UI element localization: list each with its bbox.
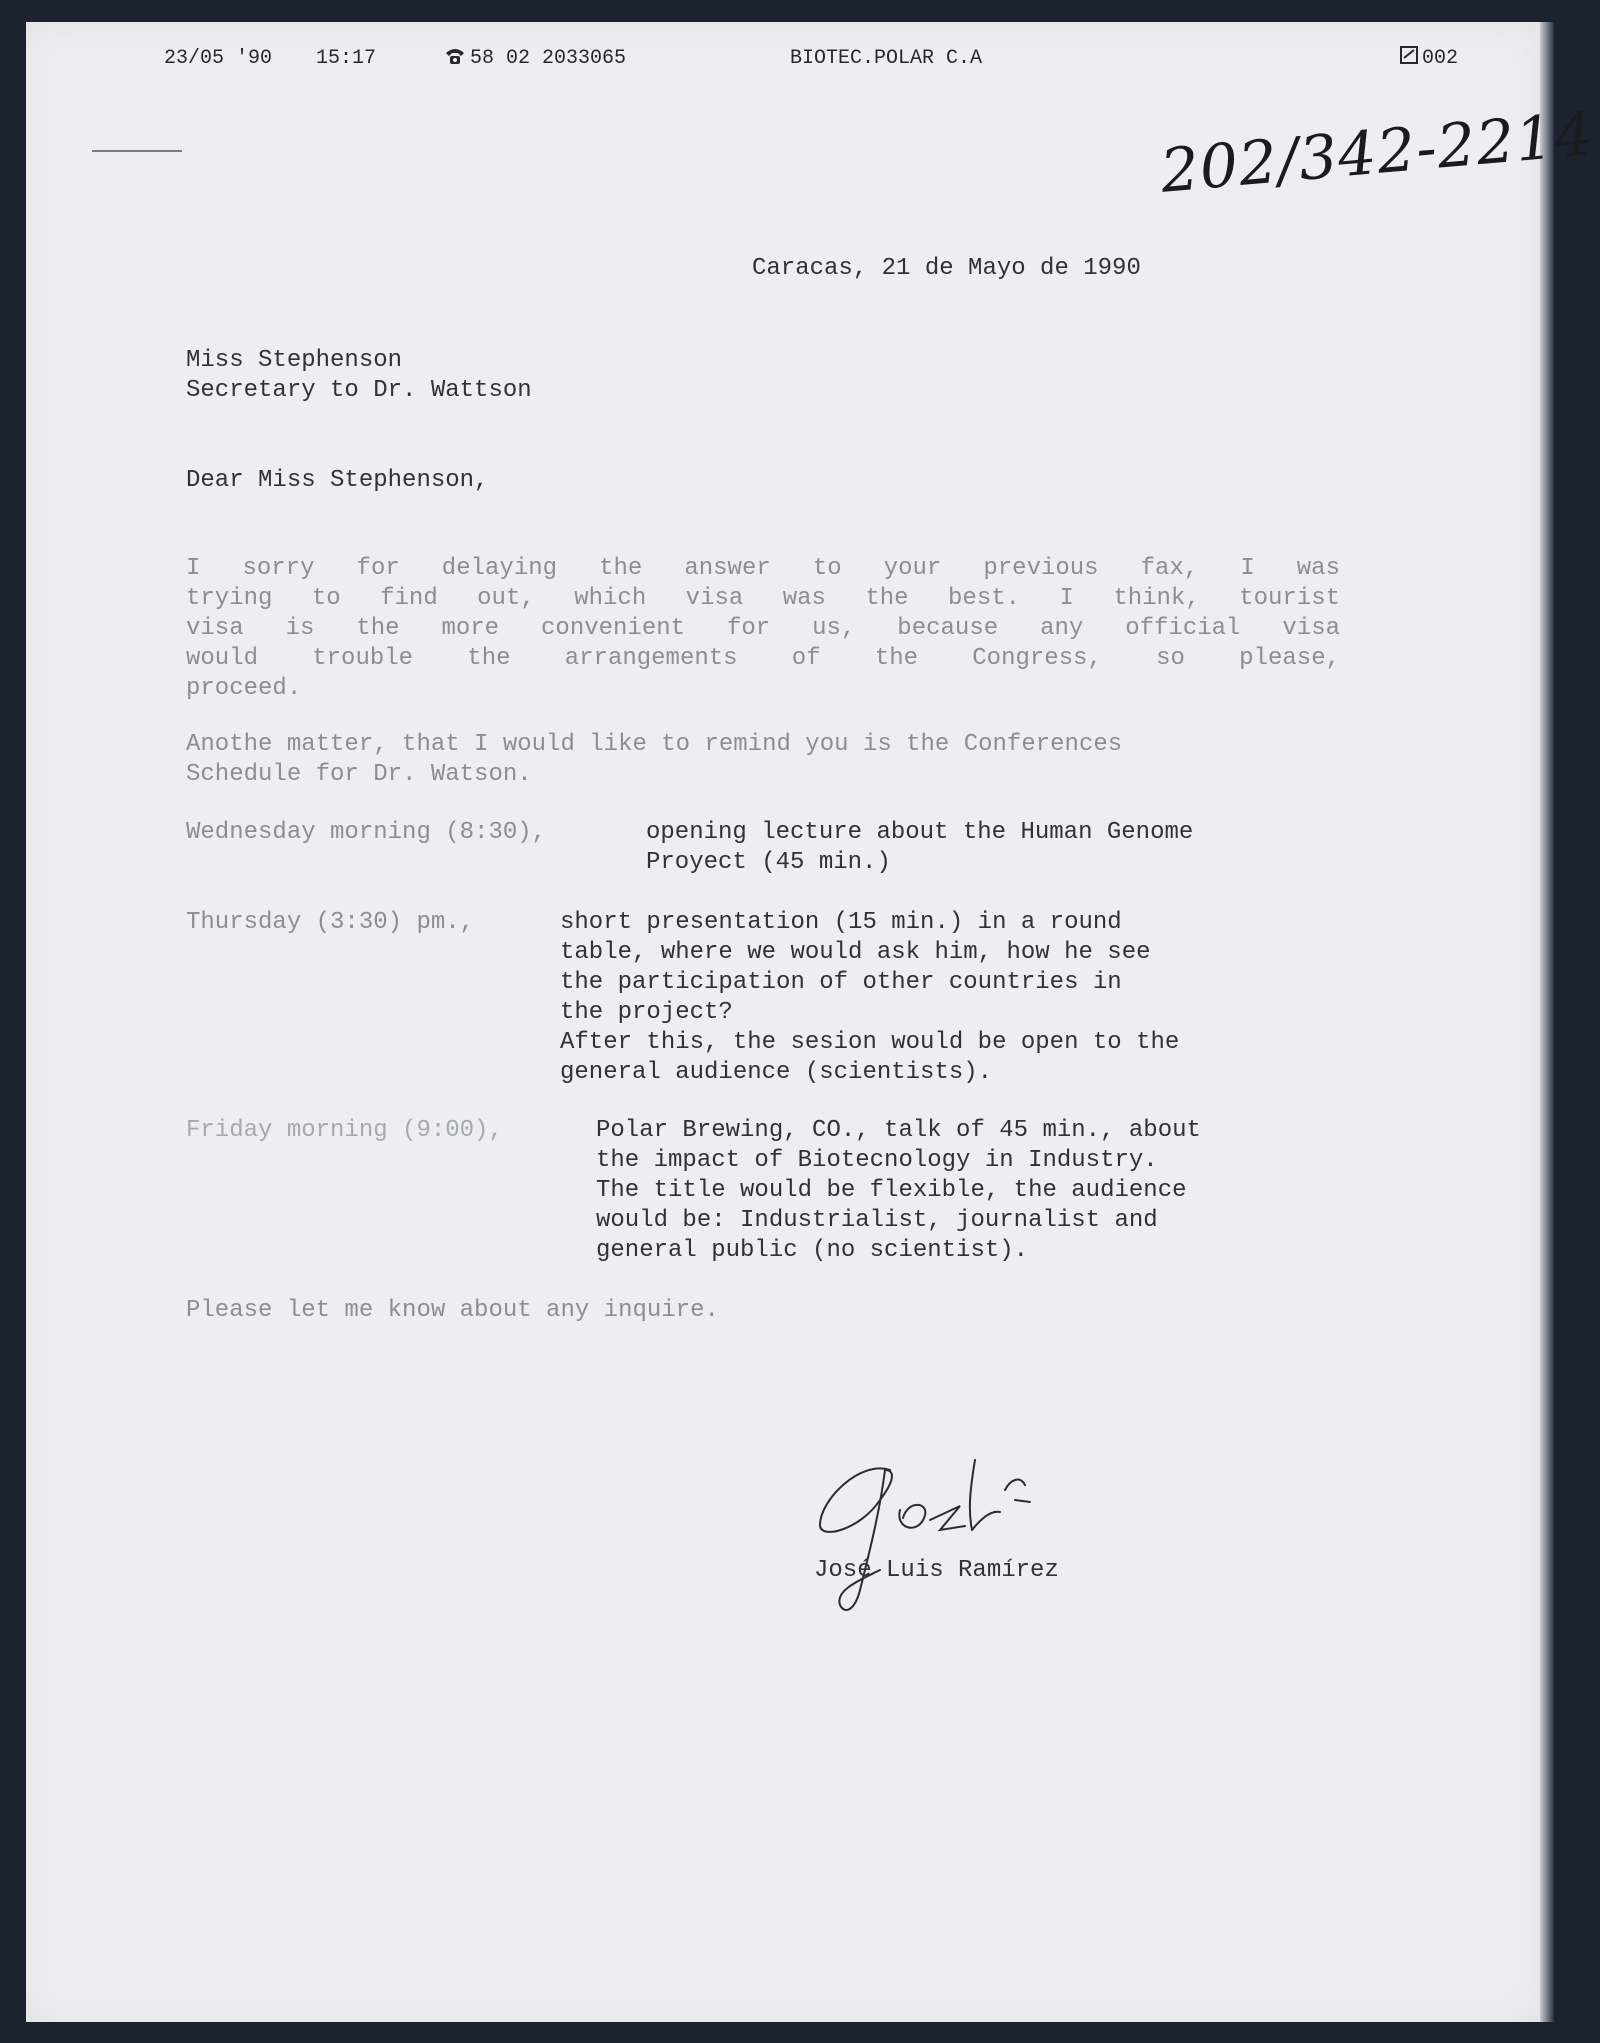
sheet-edge-shadow: [1540, 22, 1554, 2022]
schedule-detail-line: After this, the sesion would be open to the: [560, 1029, 1180, 1056]
schedule-time-friday: Friday morning (9:00),: [186, 1117, 503, 1144]
paragraph-2-line: Anothe matter, that I would like to remind you is the Conferences: [186, 731, 1123, 758]
schedule-time-thursday: Thursday (3:30) pm.,: [186, 909, 475, 936]
signatory-name: José Luis Ramírez: [814, 1557, 1059, 1584]
handwritten-signature: [800, 1440, 1120, 1630]
handwritten-phone-number: 202/342-2214: [1157, 99, 1597, 207]
recipient-name: Miss Stephenson: [186, 347, 403, 374]
schedule-detail-line: the impact of Biotecnology in Industry.: [596, 1147, 1158, 1174]
schedule-detail-line: opening lecture about the Human Genome: [646, 819, 1194, 846]
fax-date: 23/05 '90: [164, 47, 273, 70]
schedule-detail-line: the participation of other countries in: [560, 969, 1122, 996]
fax-page-icon: [1400, 46, 1418, 64]
paragraph-1-line: proceed.: [186, 675, 302, 702]
schedule-detail-line: short presentation (15 min.) in a round: [560, 909, 1122, 936]
schedule-detail-line: Polar Brewing, CO., talk of 45 min., about: [596, 1117, 1201, 1144]
schedule-time-wednesday: Wednesday morning (8:30),: [186, 819, 547, 846]
place-and-date: Caracas, 21 de Mayo de 1990: [752, 255, 1141, 282]
paragraph-1-line: would trouble the arrangements of the Congress, so please,: [186, 645, 1340, 672]
schedule-detail-line: table, where we would ask him, how he see: [560, 939, 1151, 966]
paragraph-1-line: trying to find out, which visa was the best. I think, tourist: [186, 585, 1340, 612]
salutation: Dear Miss Stephenson,: [186, 467, 489, 494]
paragraph-2-line: Schedule for Dr. Watson.: [186, 761, 532, 788]
fax-company: BIOTEC.POLAR C.A: [790, 47, 983, 70]
fax-time: 15:17: [316, 47, 377, 70]
schedule-detail-line: would be: Industrialist, journalist and: [596, 1207, 1158, 1234]
schedule-detail-line: general audience (scientists).: [560, 1059, 993, 1086]
stray-mark: [92, 150, 182, 152]
phone-icon: [444, 47, 466, 65]
closing-line: Please let me know about any inquire.: [186, 1297, 719, 1324]
schedule-detail-line: general public (no scientist).: [596, 1237, 1029, 1264]
schedule-detail-line: Proyect (45 min.): [646, 849, 891, 876]
schedule-detail-line: the project?: [560, 999, 733, 1026]
fax-page-number: 002: [1422, 47, 1459, 70]
letter-sheet: [26, 22, 1540, 2022]
paragraph-1-line: I sorry for delaying the answer to your previous fax, I was: [186, 555, 1340, 582]
schedule-detail-line: The title would be flexible, the audience: [596, 1177, 1187, 1204]
recipient-title: Secretary to Dr. Wattson: [186, 377, 532, 404]
fax-phone-number: 58 02 2033065: [470, 47, 627, 70]
paragraph-1-line: visa is the more convenient for us, because any official visa: [186, 615, 1340, 642]
